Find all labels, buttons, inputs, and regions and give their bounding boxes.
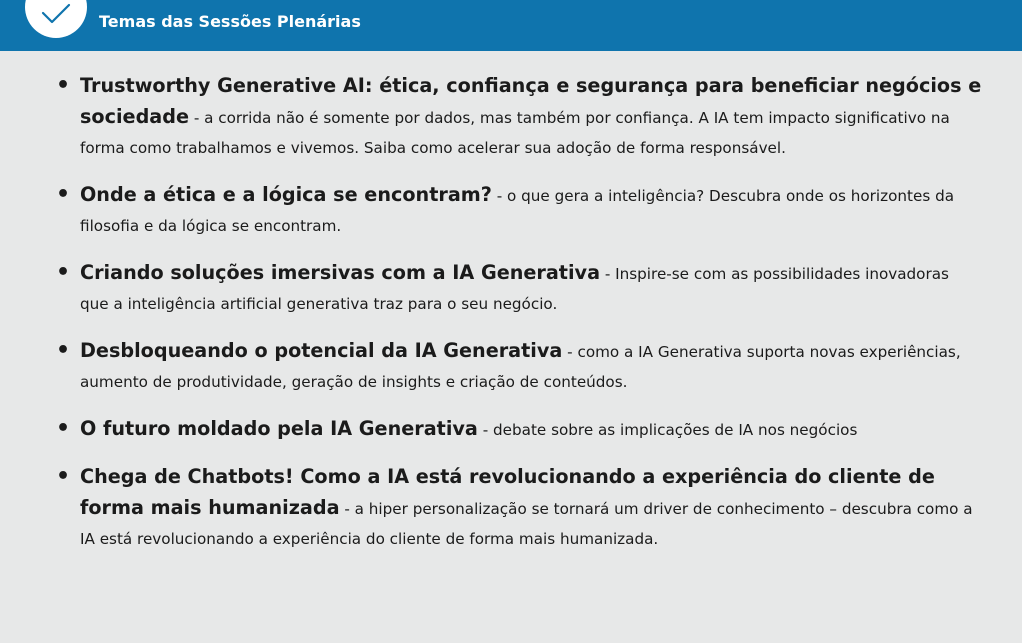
bullet-icon: • — [56, 73, 71, 98]
topic-title: Desbloqueando o potencial da IA Generativa — [80, 339, 563, 362]
list-item — [0, 258, 1022, 319]
list-item — [0, 180, 1022, 241]
topic-title: Onde a ética e a lógica se encontram? — [80, 183, 492, 206]
topic-description: - como a IA Generativa suporta novas experiências, aumento de produtividade, geração de insights e criação de conteúdos. — [80, 343, 961, 391]
plenary-topics-list — [0, 71, 1022, 571]
list-item — [0, 462, 1022, 554]
bullet-icon: • — [56, 416, 71, 441]
topic-description: - Inspire-se com as possibilidades inovadoras que a inteligência artificial generativa traz para o seu negócio. — [80, 265, 949, 313]
topic-title: Chega de Chatbots! Como a IA está revolucionando a experiência do cliente de forma mais humanizada — [80, 465, 935, 519]
topic-description: - debate sobre as implicações de IA nos negócios — [477, 421, 858, 439]
list-item — [0, 336, 1022, 397]
check-badge — [25, 0, 87, 38]
bullet-icon: • — [56, 338, 71, 363]
bullet-icon: • — [56, 182, 71, 207]
check-icon — [25, 0, 87, 38]
bullet-icon: • — [56, 260, 71, 285]
topic-description: - a hiper personalização se tornará um driver de conhecimento – descubra como a IA está revolucionando a experiência do cliente de forma mais humanizada. — [80, 500, 973, 548]
section-header — [0, 0, 1022, 51]
list-item — [0, 414, 1022, 445]
section-title: Temas das Sessões Plenárias — [99, 12, 361, 31]
topic-title: O futuro moldado pela IA Generativa — [80, 417, 478, 440]
bullet-icon: • — [56, 464, 71, 489]
topic-description: - o que gera a inteligência? Descubra onde os horizontes da filosofia e da lógica se encontram. — [80, 187, 955, 235]
topic-title: Criando soluções imersivas com a IA Generativa — [80, 261, 601, 284]
list-item — [0, 71, 1022, 163]
topic-title: Trustworthy Generative AI: ética, confiança e segurança para beneficiar negócios e sociedade — [80, 74, 982, 128]
topic-description: - a corrida não é somente por dados, mas também por confiança. A IA tem impacto significativo na forma como trabalhamos e vivemos. Saiba como acelerar sua adoção de forma responsável. — [80, 109, 950, 157]
